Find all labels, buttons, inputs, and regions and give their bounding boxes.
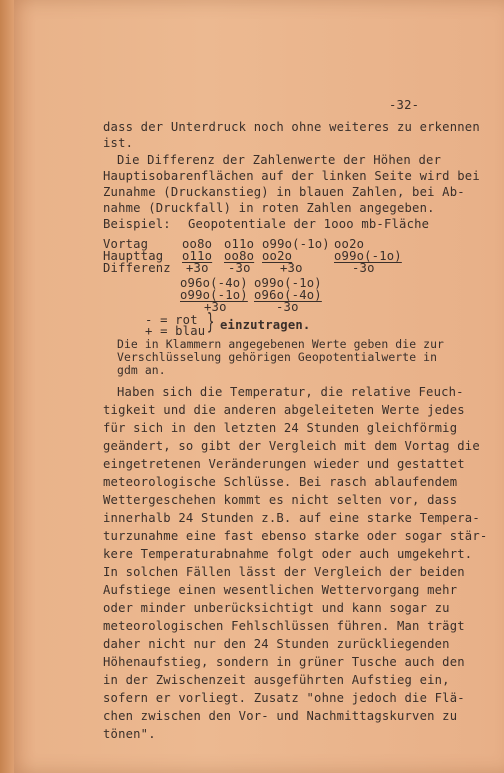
block1-cell: o99o(-1o) — [262, 237, 330, 251]
block1-cell: -3o — [352, 261, 375, 275]
block1-cell: oo8o — [224, 249, 255, 263]
para2-line: Höhenaufstieg, sondern in grüner Tusche auch den — [103, 655, 465, 669]
intro-line-2: ist. — [103, 136, 134, 150]
paper-edge — [0, 0, 14, 773]
para2-line: Wettergeschehen kommt es nicht selten vor, dass — [103, 493, 458, 507]
para2-line: meteorologische Schlüsse. Bei rasch ablaufendem — [103, 475, 458, 489]
block2-cell: o96o(-4o) — [180, 276, 248, 290]
para2-line: kere Temperaturabnahme folgt oder auch umgekehrt. — [103, 547, 473, 561]
block2-cell: o96o(-4o) — [254, 288, 322, 302]
row-label-haupttag: Haupttag — [103, 249, 164, 263]
para2-line: tönen". — [103, 727, 156, 741]
block2-cell: o99o(-1o) — [254, 276, 322, 290]
para2-line: sofern er vorliegt. Zusatz "ohne jedoch die Flä- — [103, 691, 465, 705]
para2-line: Aufstiege einen wesentlichen Wettervorgang mehr — [103, 583, 458, 597]
para1-line-3: Zunahme (Druckanstieg) in blauen Zahlen, bei Ab- — [103, 185, 465, 199]
block2-cell: +3o — [204, 300, 227, 314]
block1-cell: oo2o — [334, 237, 365, 251]
block1-cell: o99o(-1o) — [334, 249, 402, 263]
para2-line: Haben sich die Temperatur, die relative Feuch- — [117, 385, 464, 399]
para2-line: turzunahme eine fast ebenso starke oder sogar stär- — [103, 529, 488, 543]
para2-line: für sich in den letzten 24 Stunden gleichförmig — [103, 421, 458, 435]
para2-line: innerhalb 24 Stunden z.B. auf eine starke Tempera- — [103, 511, 480, 525]
block1-cell: +3o — [186, 261, 209, 275]
block1-cell: o11o — [182, 249, 213, 263]
para2-line: meteorologischen Fehlschlüssen führen. Man trägt — [103, 619, 465, 633]
para2-line: geändert, so gibt der Vergleich mit dem Vortag die — [103, 439, 480, 453]
block1-cell: oo2o — [262, 249, 293, 263]
example-caption: Geopotentiale der 1ooo mb-Fläche — [188, 217, 430, 231]
para2-line: in der Zwischenzeit ausgeführten Aufstieg ein, — [103, 673, 450, 687]
note-line-3: gdm an. — [117, 363, 166, 377]
para2-line: oder minder unberücksichtigt und kann sogar zu — [103, 601, 450, 615]
legend-action: einzutragen. — [220, 318, 311, 332]
page-number: -32- — [389, 98, 420, 112]
para1-line-2: Hauptisobarenflächen auf der linken Seite wird bei — [103, 169, 480, 183]
block2-cell: o99o(-1o) — [180, 288, 248, 302]
para2-line: chen zwischen den Vor- und Nachmittagskurven zu — [103, 709, 458, 723]
note-line-2: Verschlüsselung gehörigen Geopotentialwerte in — [117, 350, 438, 364]
para1-line-1: Die Differenz der Zahlenwerte der Höhen der — [117, 153, 442, 167]
para1-line-4: nahme (Druckfall) in roten Zahlen angegeben. — [103, 201, 435, 215]
block1-cell: o11o — [224, 237, 255, 251]
row-label-differenz: Differenz — [103, 261, 171, 275]
right-brace: } — [207, 310, 215, 335]
block2-cell: -3o — [276, 300, 299, 314]
note-line-1: Die in Klammern angegebenen Werte geben die zur — [117, 337, 445, 351]
legend-plus-blau: + = blau — [145, 324, 206, 338]
intro-line-1: dass der Unterdruck noch ohne weiteres zu erkennen — [103, 120, 480, 134]
example-label: Beispiel: — [103, 217, 171, 231]
para2-line: tigkeit und die anderen abgeleiteten Werte jedes — [103, 403, 465, 417]
legend-minus-rot: - = rot — [145, 313, 198, 327]
para2-line: In solchen Fällen lässt der Vergleich der beiden — [103, 565, 465, 579]
row-label-vortag: Vortag — [103, 237, 149, 251]
block1-cell: -3o — [228, 261, 251, 275]
block1-cell: oo8o — [182, 237, 213, 251]
para2-line: daher nicht nur den 24 Stunden zurückliegenden — [103, 637, 450, 651]
para2-line: eingetretenen Veränderungen wieder und gestattet — [103, 457, 465, 471]
block1-cell: +3o — [280, 261, 303, 275]
